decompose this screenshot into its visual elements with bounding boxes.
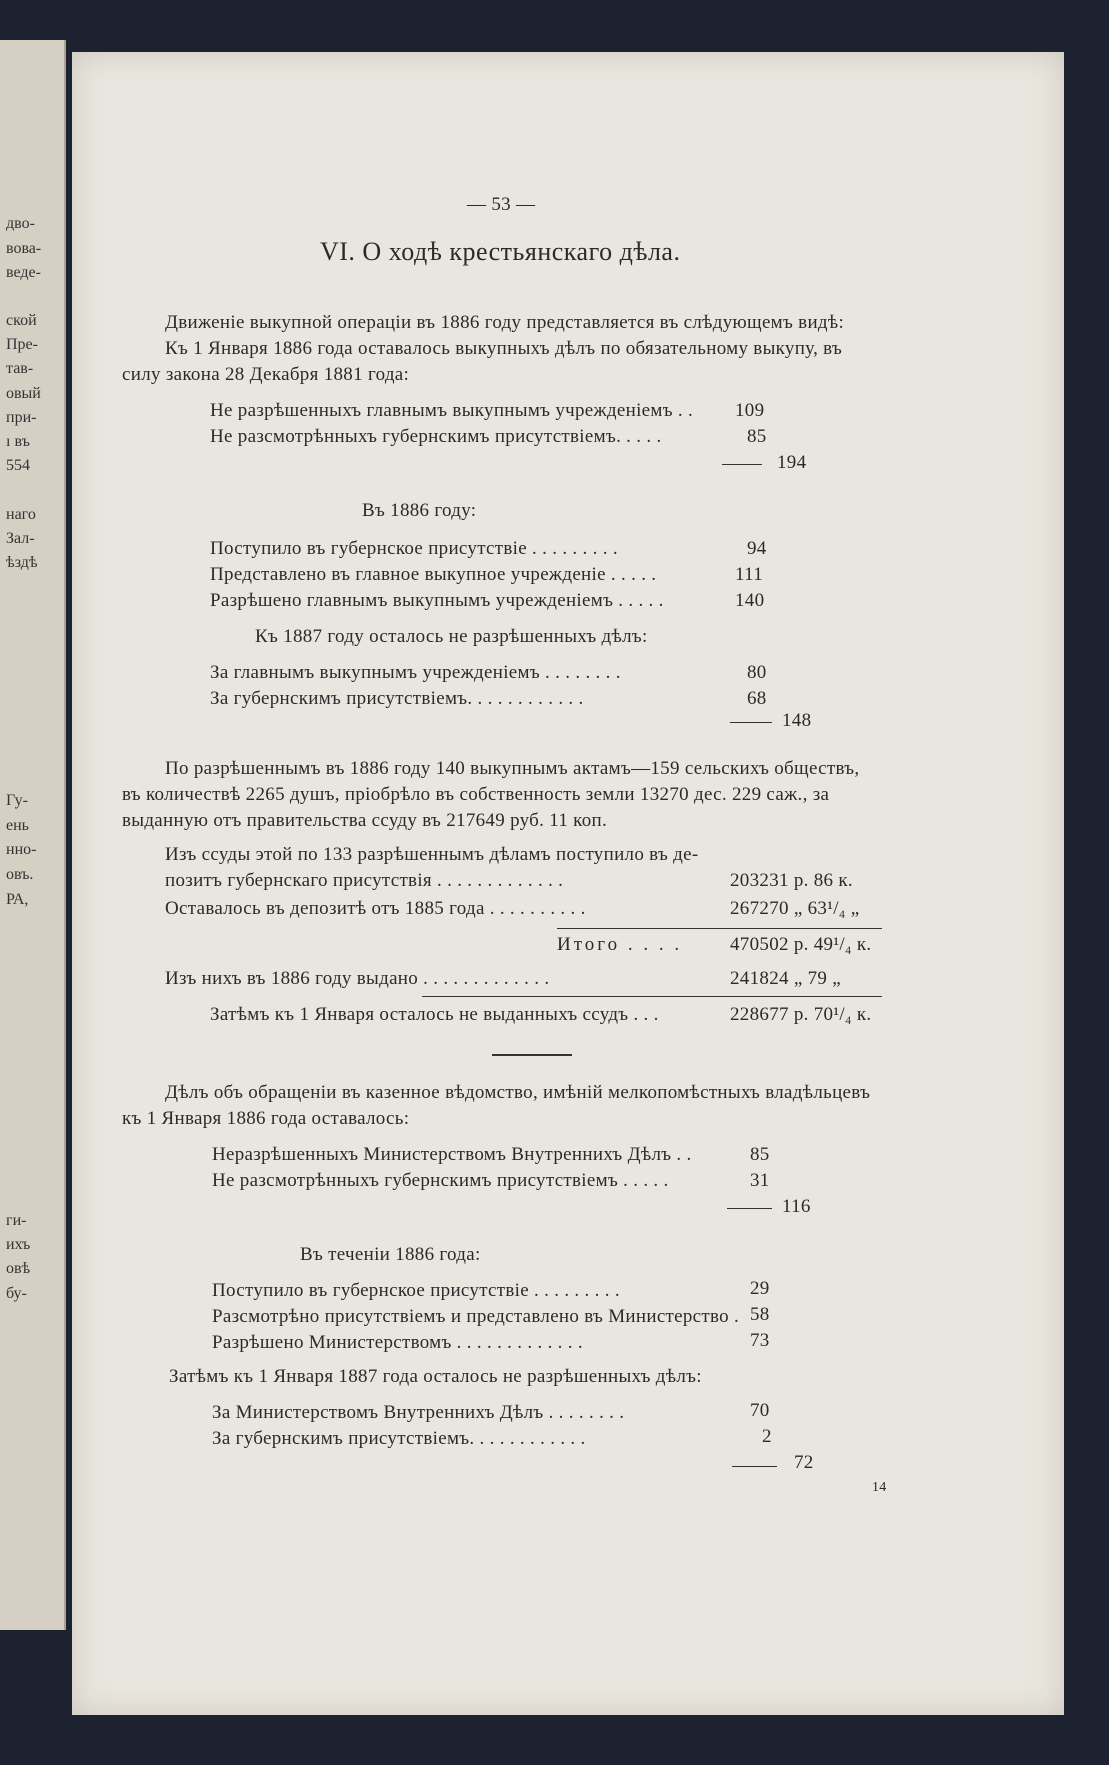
row-label: Разсмотрѣно присутствіемъ и представлено въ Министерство .: [212, 1306, 740, 1327]
left-fragment: наго: [6, 506, 36, 523]
sum-rule: [557, 928, 882, 929]
row-total: 194: [777, 452, 807, 473]
section-title: VI. О ходѣ крестьянскаго дѣла.: [320, 237, 681, 266]
left-fragment: Гу-: [6, 792, 28, 809]
paragraph-line: Дѣлъ объ обращеніи въ казенное вѣдомство, имѣній мелкопомѣстныхъ владѣльцевъ: [165, 1082, 871, 1103]
left-fragment: овый: [6, 385, 41, 402]
left-fragment: дво-: [6, 215, 35, 232]
row-label: Поступило въ губернское присутствіе . . . . . . . . .: [212, 1280, 620, 1301]
row-value: 29: [750, 1278, 770, 1299]
sum-rule: [730, 722, 772, 723]
row-value: 2: [762, 1426, 772, 1447]
sum-rule: [732, 1466, 777, 1467]
left-fragment: ихъ: [6, 1236, 31, 1253]
page-number: — 53 —: [467, 194, 536, 215]
row-value: 111: [735, 564, 763, 585]
left-fragment: ги-: [6, 1212, 27, 1229]
row-label: Не разсмотрѣнныхъ губернскимъ присутствіемъ . . . . .: [212, 1170, 669, 1191]
left-fragment: ı въ: [6, 433, 30, 450]
sum-rule: [422, 996, 882, 997]
row-label: Разрѣшено Министерствомъ . . . . . . . . . . . . .: [212, 1332, 583, 1353]
paragraph-line: Изъ ссуды этой по 133 разрѣшеннымъ дѣламъ поступило въ де-: [165, 844, 699, 865]
paragraph-line: въ количествѣ 2265 душъ, пріобрѣло въ собственность земли 13270 дес. 229 саж., за: [122, 784, 830, 805]
row-value: 140: [735, 590, 765, 611]
left-fragment: вова-: [6, 240, 42, 257]
row-label: За главнымъ выкупнымъ учрежденіемъ . . . . . . . .: [210, 662, 621, 683]
printer-signature: 14: [872, 1480, 887, 1495]
left-fragment: бу-: [6, 1285, 27, 1302]
sum-rule: [727, 1208, 772, 1209]
row-value: 68: [747, 688, 767, 709]
left-fragment: РА,: [6, 891, 29, 908]
left-fragment: 554: [6, 457, 30, 474]
row-total: 116: [782, 1196, 811, 1217]
money-value: 228677 р. 70¹/₄ к.: [730, 1004, 872, 1025]
row-value: 85: [750, 1144, 770, 1165]
subheading: Въ теченіи 1886 года:: [300, 1244, 481, 1265]
subheading: Къ 1887 году осталось не разрѣшенныхъ дѣлъ:: [255, 626, 648, 647]
paragraph-line: выданную отъ правительства ссуду въ 217649 руб. 11 коп.: [122, 810, 608, 831]
row-label: Разрѣшено главнымъ выкупнымъ учрежденіемъ . . . . .: [210, 590, 664, 611]
money-value: 203231 р. 86 к.: [730, 870, 853, 891]
row-value: 31: [750, 1170, 770, 1191]
money-label: позитъ губернскаго присутствія . . . . . . . . . . . . .: [165, 870, 564, 891]
row-value: 80: [747, 662, 767, 683]
left-fragment: ской: [6, 312, 37, 329]
subheading: Въ 1886 году:: [362, 500, 477, 521]
row-value: 70: [750, 1400, 770, 1421]
left-fragment: нно-: [6, 841, 37, 858]
row-value: 94: [747, 538, 767, 559]
money-label: Оставалось въ депозитѣ отъ 1885 года . . . . . . . . . .: [165, 898, 586, 919]
paragraph-line: къ 1 Января 1886 года оставалось:: [122, 1108, 410, 1129]
row-label: За губернскимъ присутствіемъ. . . . . . . . . . . .: [210, 688, 584, 709]
row-value: 73: [750, 1330, 770, 1351]
left-fragment: веде-: [6, 264, 41, 281]
left-fragment: тав-: [6, 360, 34, 377]
paragraph-line: По разрѣшеннымъ въ 1886 году 140 выкупнымъ актамъ—159 сельскихъ обществъ,: [165, 758, 860, 779]
row-label: Не разсмотрѣнныхъ губернскимъ присутствіемъ. . . . .: [210, 426, 662, 447]
money-value: 241824 „ 79 „: [730, 968, 842, 989]
sum-rule: [722, 464, 762, 465]
sum-value: 470502 р. 49¹/₄ к.: [730, 934, 872, 955]
money-value: 267270 „ 63¹/₄ „: [730, 898, 860, 919]
left-fragment: ѣздѣ: [6, 554, 38, 571]
sum-label: Итого . . . .: [557, 934, 683, 955]
paragraph-line: Къ 1 Января 1886 года оставалось выкупныхъ дѣлъ по обязательному выкупу, въ: [165, 338, 843, 359]
money-label: Изъ нихъ въ 1886 году выдано . . . . . . . . . . . . .: [165, 968, 550, 989]
row-label: Поступило въ губернское присутствіе . . . . . . . . .: [210, 538, 618, 559]
left-fragment: овѣ: [6, 1260, 31, 1277]
row-label: За Министерствомъ Внутреннихъ Дѣлъ . . . . . . . .: [212, 1402, 625, 1423]
row-value: 85: [747, 426, 767, 447]
money-label: Затѣмъ къ 1 Января осталось не выданныхъ ссудъ . . .: [210, 1004, 659, 1025]
row-total: 72: [794, 1452, 814, 1473]
left-fragment: овъ.: [6, 866, 34, 883]
left-page-edge: [0, 40, 66, 1630]
row-total: 148: [782, 710, 812, 731]
paragraph-line: силу закона 28 Декабря 1881 года:: [122, 364, 410, 385]
left-fragment: при-: [6, 409, 37, 426]
row-value: 109: [735, 400, 765, 421]
left-fragment: Зал-: [6, 530, 35, 547]
row-label: За губернскимъ присутствіемъ. . . . . . . . . . . .: [212, 1428, 586, 1449]
row-label: Неразрѣшенныхъ Министерствомъ Внутреннихъ Дѣлъ . .: [212, 1144, 692, 1165]
paragraph-line: Движеніе выкупной операціи въ 1886 году представляется въ слѣдующемъ видѣ:: [165, 312, 845, 333]
left-fragment: ень: [6, 817, 29, 834]
subheading: Затѣмъ къ 1 Января 1887 года осталось не разрѣшенныхъ дѣлъ:: [169, 1366, 702, 1387]
left-fragment: Пре-: [6, 336, 38, 353]
row-label: Представлено въ главное выкупное учрежденіе . . . . .: [210, 564, 657, 585]
row-label: Не разрѣшенныхъ главнымъ выкупнымъ учрежденіемъ . .: [210, 400, 694, 421]
row-value: 58: [750, 1304, 770, 1325]
document-page: [72, 52, 1064, 1715]
section-divider: [492, 1054, 572, 1056]
